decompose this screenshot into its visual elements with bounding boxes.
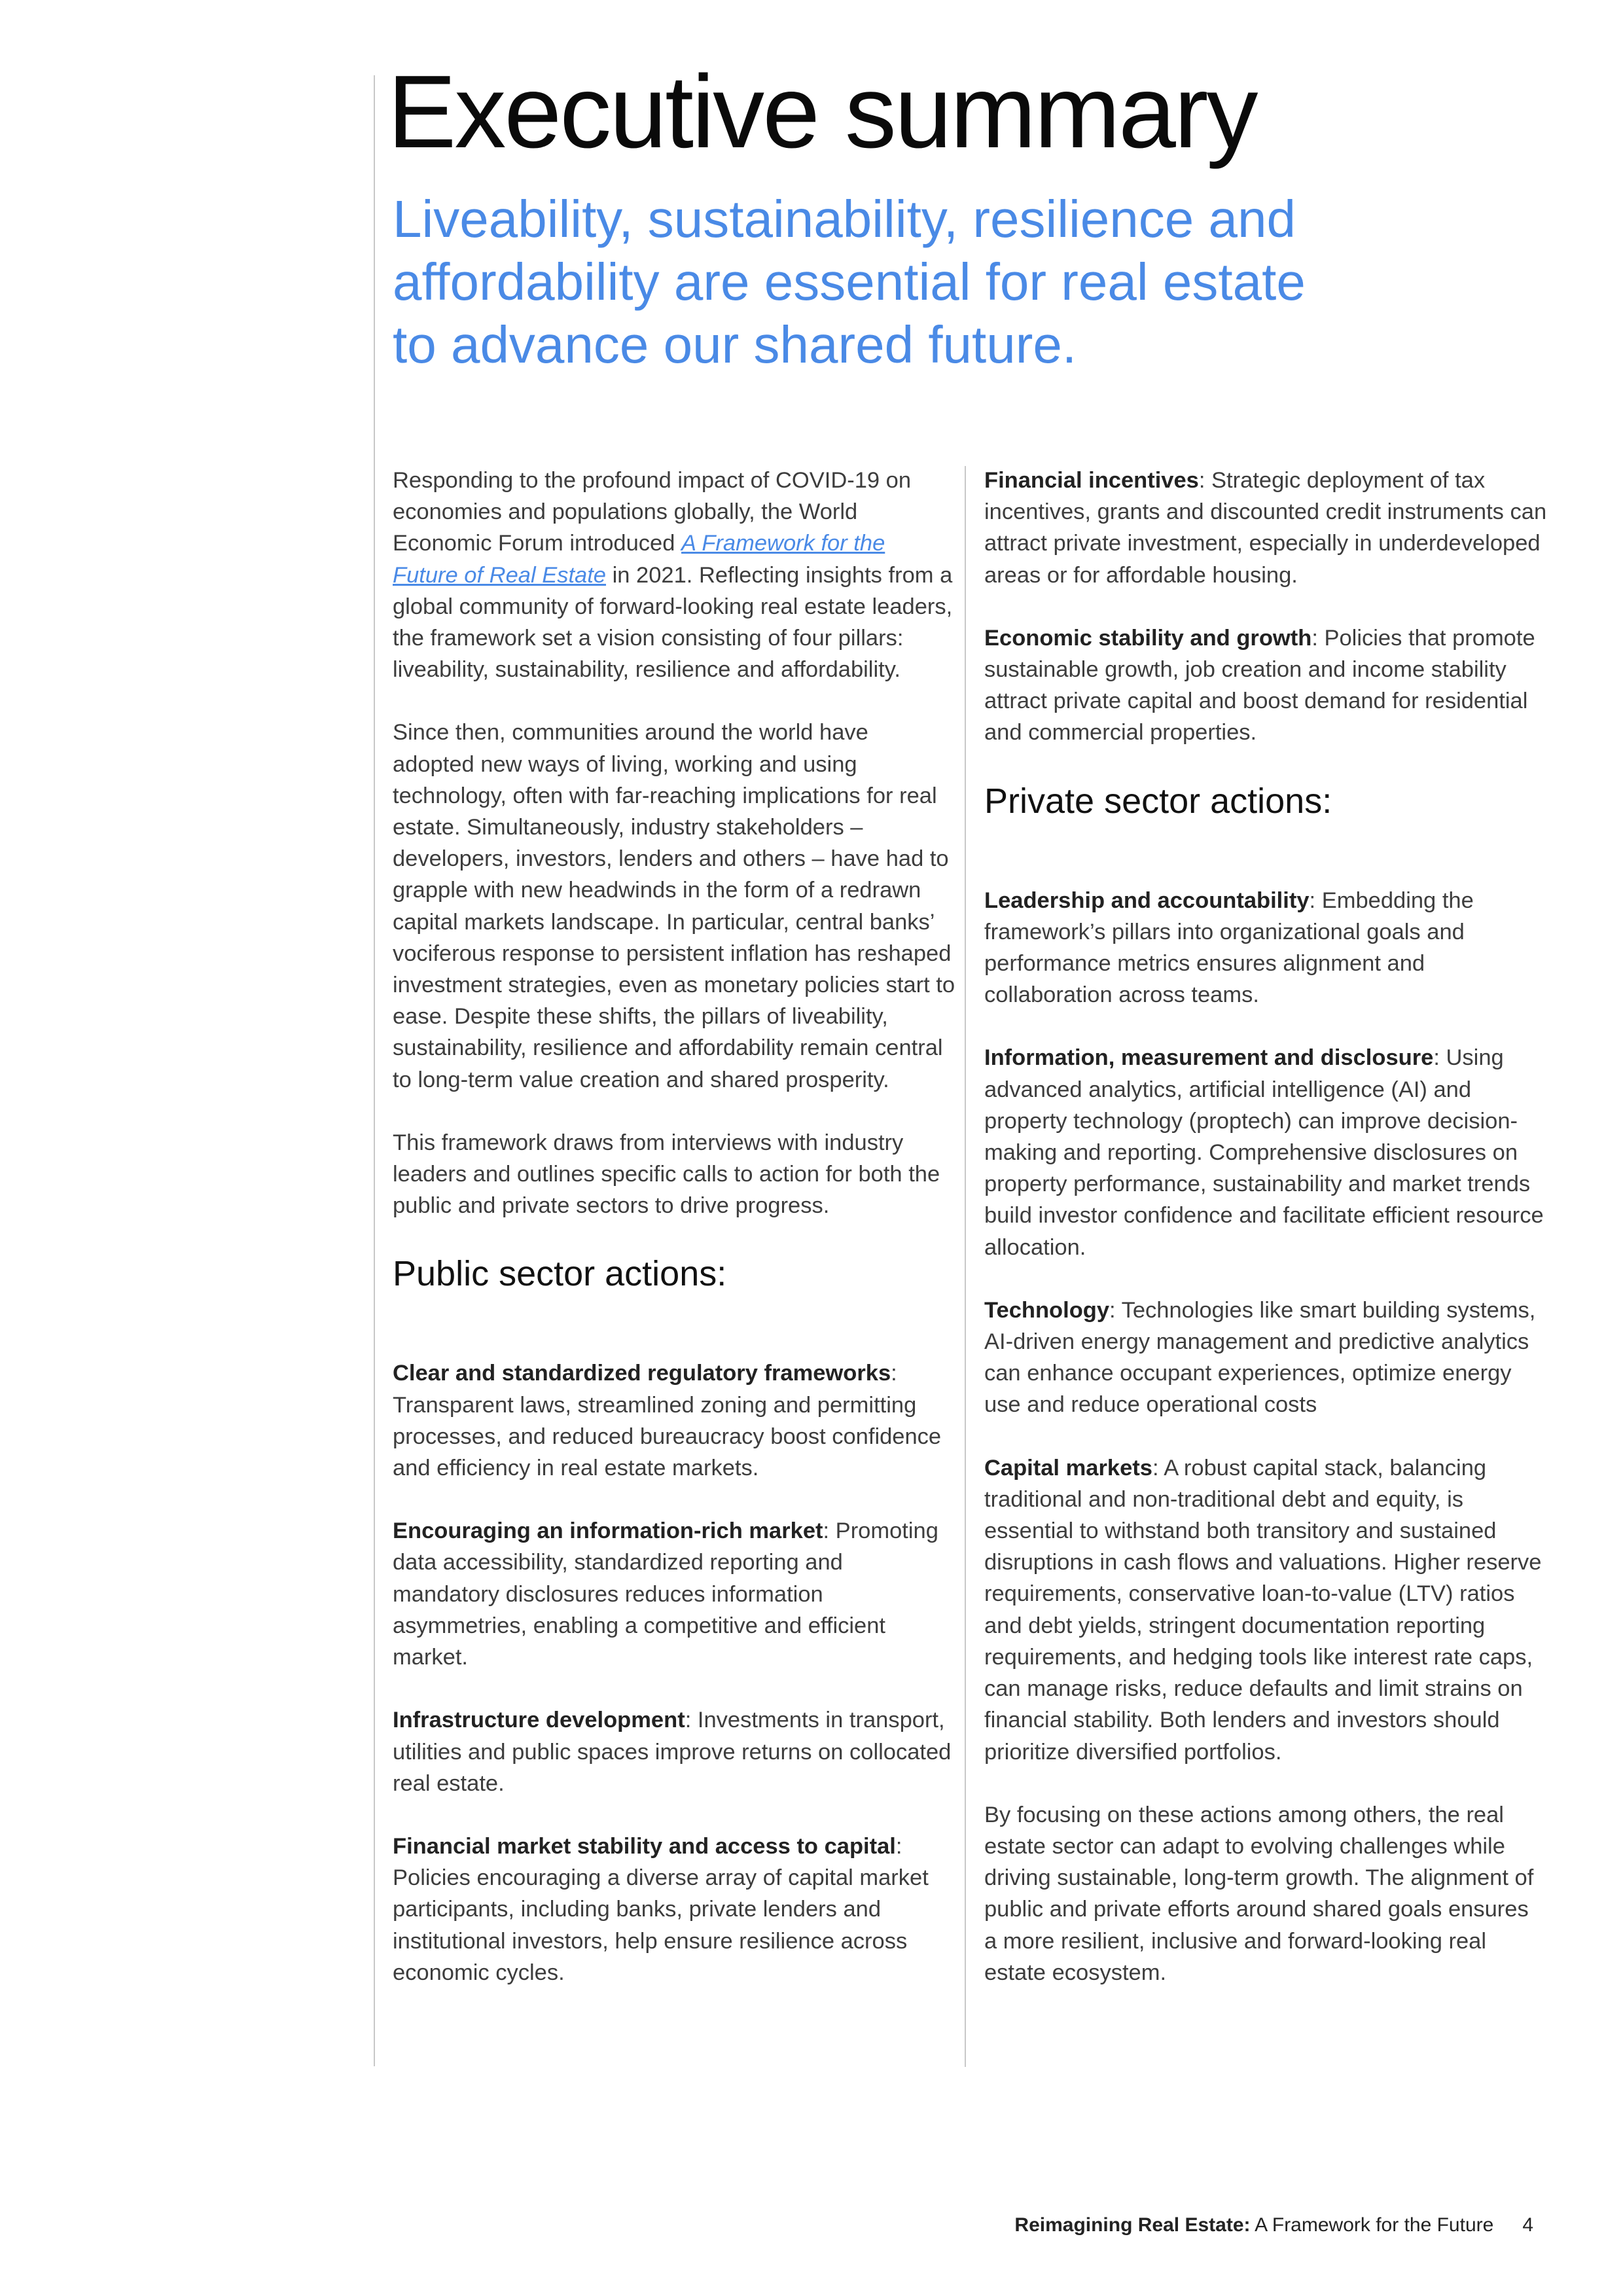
intro-paragraph-1: Responding to the profound impact of COVID-19 on economies and populations globally, the World Economic Forum introduced A Framework for the Future of Real Estate in 2021. Reflecting insights from a global community of forward-looking real estate leaders, the framework set a vision consisting of four pillars: liveability, sustainability, resilience and affordability. <box>393 468 953 683</box>
private-action-item: Capital markets: A robust capital stack, balancing traditional and non-traditional debt and equity, is essential to withstand both transitory and sustained disruptions in cash flows and valuations. Higher reserve requirements, conservative loan-to-value (LTV) ratios and debt yields, stringent documentation reporting requirements, and hedging tools like interest rate caps, can manage risks, reduce defaults and limit strains on financial stability. Both lenders and investors should prioritize diversified portfolios. <box>984 1455 1542 1765</box>
intro-paragraph-3: This framework draws from interviews with industry leaders and outlines specific calls to action for both the public and private sectors to drive progress. <box>393 1130 940 1219</box>
column-divider-rule <box>965 466 966 2067</box>
private-action-item: Leadership and accountability: Embedding the framework’s pillars into organizational goals and performance metrics ensures alignment and collaboration across teams. <box>984 888 1474 1008</box>
public-action-item: Infrastructure development: Investments in transport, utilities and public spaces improve returns on collocated real estate. <box>393 1708 952 1796</box>
public-action-item: Clear and standardized regulatory frameworks: Transparent laws, streamlined zoning and permitting processes, and reduced bureaucracy boost confidence and efficiency in real estate markets. <box>393 1361 942 1481</box>
closing-paragraph: By focusing on these actions among others, the real estate sector can adapt to evolving challenges while driving sustainable, long-term growth. The alignment of public and private efforts around shared goals ensures a more resilient, inclusive and forward-looking real estate ecosystem. <box>984 1802 1534 1985</box>
page-footer <box>1014 2212 1533 2238</box>
page-number: 4 <box>1522 2214 1533 2236</box>
private-action-item: Information, measurement and disclosure: Using advanced analytics, artificial intelligence (AI) and property technology (proptech) can improve decision-making and reporting. Comprehensive disclosures on property performance, sustainability and market trends build investor confidence and facilitate efficient resource allocation. <box>984 1045 1544 1260</box>
intro-paragraph-2: Since then, communities around the world have adopted new ways of living, working and using technology, often with far-reaching implications for real estate. Simultaneously, industry stakeholders – developers, investors, lenders and others – have had to grapple with new headwinds in the form of a redrawn capital markets landscape. In particular, central banks’ vociferous response to persistent inflation has reshaped investment strategies, even as monetary policies start to ease. Despite these shifts, the pillars of liveability, sustainability, resilience and affordability remain central to long-term value creation and shared prosperity. <box>393 720 955 1092</box>
left-vertical-rule <box>374 75 375 2066</box>
public-sector-heading: Public sector actions: <box>393 1254 727 1294</box>
footer-report-title-rest: A Framework for the Future <box>1250 2214 1494 2236</box>
public-action-item: Financial market stability and access to capital: Policies encouraging a diverse array of capital market participants, including banks, private lenders and institutional investors, help ensure resilience across economic cycles. <box>393 1833 929 1985</box>
footer-report-title-bold: Reimagining Real Estate: <box>1014 2214 1251 2236</box>
framework-report-link[interactable]: A Framework for the Future of Real Estate <box>393 531 885 588</box>
right-column <box>984 465 1547 2020</box>
left-column <box>393 465 955 2020</box>
private-sector-heading: Private sector actions: <box>984 781 1332 821</box>
page-title: Executive summary <box>387 54 1257 170</box>
public-action-item: Financial incentives: Strategic deployment of tax incentives, grants and discounted credit instruments can attract private investment, especially in underdeveloped areas or for affordable housing. <box>984 468 1547 588</box>
page-subtitle: Liveability, sustainability, resilience and affordability are essential for real estate to advance our shared future. <box>393 190 1306 374</box>
public-action-item: Encouraging an information-rich market: Promoting data accessibility, standardized reporting and mandatory disclosures reduces information asymmetries, enabling a competitive and efficient market. <box>393 1518 938 1670</box>
private-action-item: Technology: Technologies like smart building systems, AI-driven energy management and predictive analytics can enhance occupant experiences, optimize energy use and reduce operational costs <box>984 1297 1536 1418</box>
public-action-item: Economic stability and growth: Policies that promote sustainable growth, job creation and income stability attract private capital and boost demand for residential and commercial properties. <box>984 625 1535 745</box>
